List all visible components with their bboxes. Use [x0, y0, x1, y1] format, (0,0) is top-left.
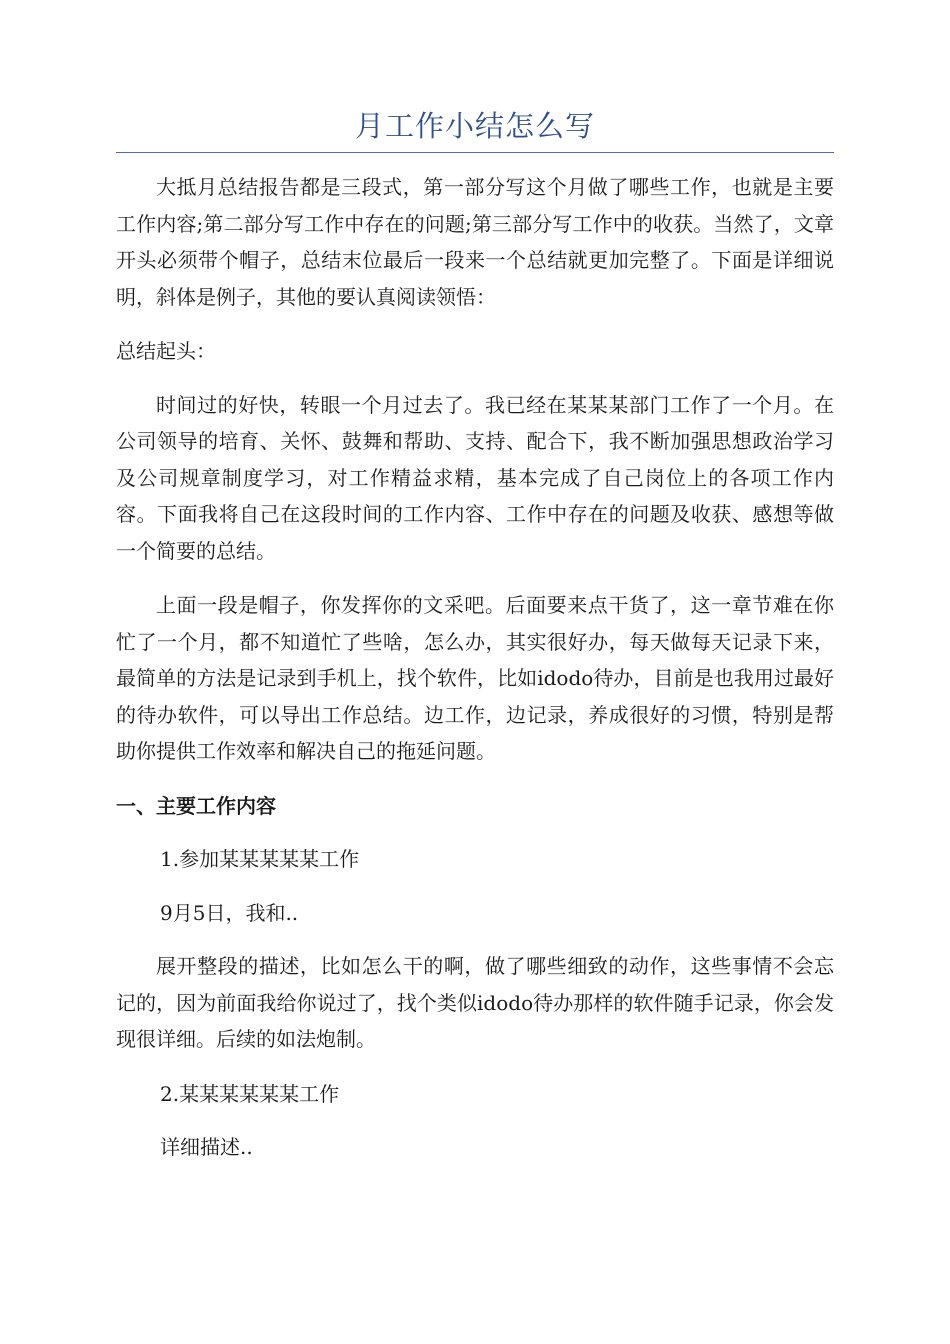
section-heading-main-work: 一、主要工作内容 — [116, 793, 276, 818]
item1-title: 1.参加某某某某某工作 — [160, 847, 360, 871]
item1-detail-paragraph: 展开整段的描述，比如怎么干的啊，做了哪些细致的动作，这些事情不会忘记的，因为前面我给你说过了，找个类似idodo待办那样的软件随手记录，你会发现很详细。后续的如法炮制。 — [116, 954, 834, 1051]
title-underline — [116, 152, 834, 153]
document-title: 月工作小结怎么写 — [354, 109, 595, 143]
advice-paragraph: 上面一段是帽子，你发挥你的文采吧。后面要来点干货了，这一章节难在你忙了一个月，都不知道忙了些啥，怎么办，其实很好办，每天做每天记录下来，最简单的方法是记录到手机上，找个软件，比如idodo待办，目前是也我用过最好的待办软件，可以导出工作总结。边工作，边记录，养成很好的习惯，特别是帮助你提供工作效率和解决自己的拖延问题。 — [116, 593, 834, 763]
item2-detail: 详细描述.. — [160, 1135, 253, 1159]
summary-label: 总结起头： — [116, 339, 216, 363]
intro-paragraph: 大抵月总结报告都是三段式，第一部分写这个月做了哪些工作，也就是主要工作内容;第二部分写工作中存在的问题;第三部分写工作中的收获。当然了，文章开头必须带个帽子，总结末位最后一段来一个总结就更加完整了。下面是详细说明，斜体是例子，其他的要认真阅读领悟： — [116, 175, 834, 309]
document-page — [116, 104, 834, 1183]
item2-title: 2.某某某某某某工作 — [160, 1081, 340, 1106]
example-opening-paragraph: 时间过的好快，转眼一个月过去了。我已经在某某某部门工作了一个月。在公司领导的培育、关怀、鼓舞和帮助、支持、配合下，我不断加强思想政治学习及公司规章制度学习，对工作精益求精，基本完成了自己岗位上的各项工作内容。下面我将自己在这段时间的工作内容、工作中存在的问题及收获、感想等做一个简要的总结。 — [116, 392, 834, 563]
item1-date: 9月5日，我和.. — [160, 900, 299, 925]
